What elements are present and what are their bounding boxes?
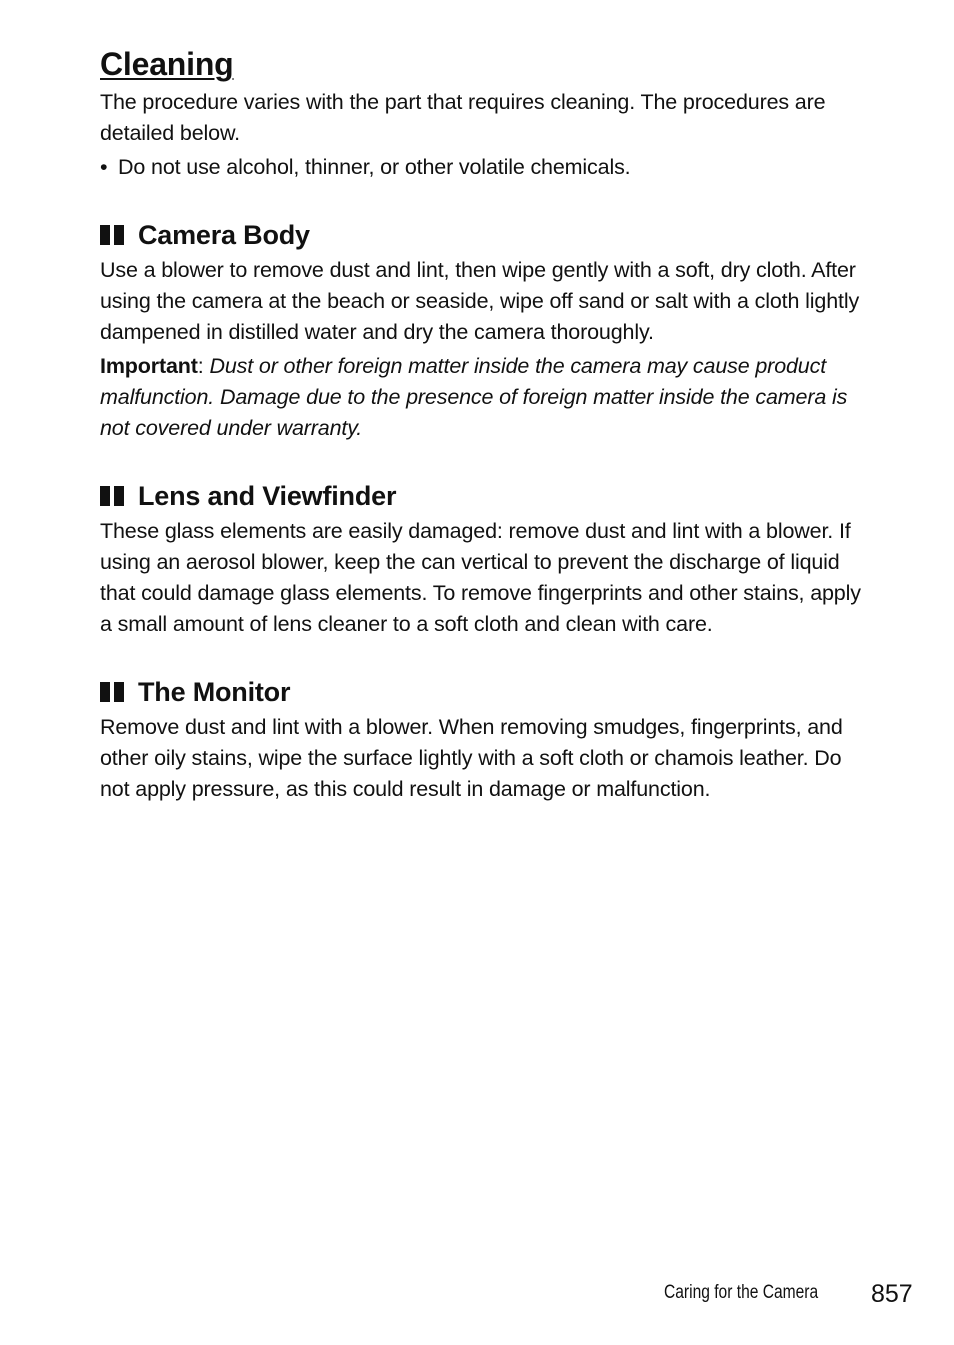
intro-paragraph: The procedure varies with the part that requires cleaning. The procedures are detailed below. — [100, 90, 826, 145]
important-note — [100, 351, 870, 444]
important-text: Dust or other foreign matter inside the camera may cause product malfunction. Damage due to the presence of foreign matter inside the camera is not covered under warranty. — [100, 354, 848, 440]
section-heading — [100, 672, 870, 712]
section-monitor — [100, 672, 870, 805]
section-title: Camera Body — [138, 220, 310, 250]
bullet-marker: • — [100, 155, 108, 179]
section-title: The Monitor — [138, 677, 291, 707]
section-title: Lens and Viewfinder — [138, 481, 397, 511]
section-body: Use a blower to remove dust and lint, then wipe gently with a soft, dry cloth. After using the camera at the beach or seaside, wipe off sand or salt with a cloth lightly dampened in distilled water and dry the camera thoroughly. — [100, 258, 860, 344]
bullet-text: Do not use alcohol, thinner, or other volatile chemicals. — [118, 155, 631, 179]
page-title: Cleaning — [100, 46, 234, 82]
section-heading — [100, 215, 870, 255]
important-label: Important — [100, 354, 198, 378]
section-camera-body — [100, 215, 870, 444]
section-body: Remove dust and lint with a blower. When removing smudges, fingerprints, and other oily stains, wipe the surface lightly with a soft cloth or chamois leather. Do not apply pressure, as this could result in damage or malfunction. — [100, 715, 843, 801]
important-separator: : — [197, 354, 210, 378]
section-marker-icon — [100, 225, 124, 245]
bullet-item — [100, 152, 870, 183]
section-marker-icon — [100, 486, 124, 506]
footer-section-name: Caring for the Camera — [664, 1282, 819, 1303]
section-marker-icon — [100, 682, 124, 702]
section-lens-viewfinder — [100, 476, 870, 640]
page-content — [100, 44, 870, 805]
section-heading — [100, 476, 870, 516]
section-body: These glass elements are easily damaged: remove dust and lint with a blower. If using an aerosol blower, keep the can vertical to prevent the discharge of liquid that could damage glass elements. To remove fingerprints and other stains, apply a small amount of lens cleaner to a soft cloth and clean with care. — [100, 519, 861, 636]
footer-page-number: 857 — [871, 1280, 913, 1308]
